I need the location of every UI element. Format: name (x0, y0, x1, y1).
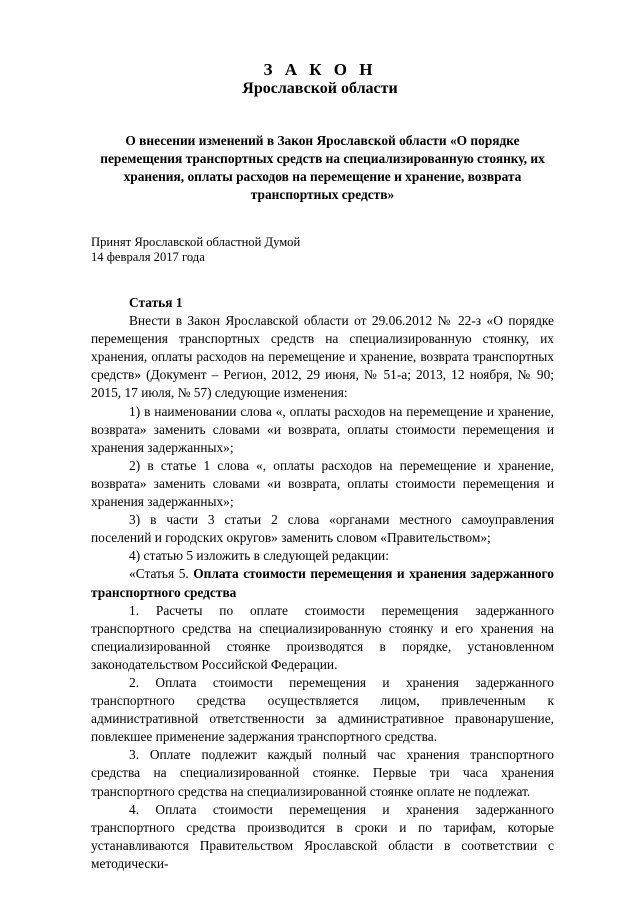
adoption-line-1: Принят Ярославской областной Думой (91, 235, 301, 249)
adoption-line-2: 14 февраля 2017 года (91, 250, 205, 264)
quote-title: Оплата стоимости перемещения и хранения задержанного транспортного средства (91, 566, 555, 600)
quoted-article-heading (91, 565, 554, 601)
paragraph: 1) в наименовании слова «, оплаты расходов на перемещение и хранение, возврата» заменить словами «и возврата, оплаты стоимости перемещения и хранения задержанных»; (91, 403, 554, 455)
paragraph: 2. Оплата стоимости перемещения и хранения задержанного транспортного средства осуществляется лицом, привлеченным к административной ответственности за административное правонарушение, повлекшее применение задержания транспортного средства. (91, 674, 554, 745)
law-subject: О внесении изменений в Закон Ярославской области «О порядке перемещения транспортных средств на специализированную стоянку, их хранения, оплаты расходов на перемещение и хранение, возврата транспортных средств» (100, 133, 545, 202)
law-title: З А К О Н (263, 60, 377, 79)
adoption-note (91, 235, 300, 265)
law-region: Ярославской области (242, 80, 398, 97)
paragraph: 4) статью 5 изложить в следующей редакции: (129, 548, 389, 564)
quote-prefix: «Статья 5. (129, 566, 194, 582)
paragraph: 3) в части 3 статьи 2 слова «органами местного самоуправления поселений и городских округов» заменить словом «Правительством»; (91, 512, 554, 546)
paragraph: 1. Расчеты по оплате стоимости перемещения задержанного транспортного средства на специализированную стоянку и его хранения на специализированной стоянке производятся в порядке, установленном законодательством Российской Федерации. (91, 602, 554, 672)
article-heading: Статья 1 (129, 295, 183, 310)
paragraph: 3. Оплате подлежит каждый полный час хранения транспортного средства на специализированной стоянке. Первые три часа хранения транспортного средства на специализированной стоянке оплате не подлежат. (91, 747, 554, 799)
paragraph: 2) в статье 1 слова «, оплаты расходов на перемещение и хранение, возврата» заменить словами «и возврата, оплаты стоимости перемещения и хранения задержанных»; (91, 457, 554, 510)
paragraph: Внести в Закон Ярославской области от 29.06.2012 № 22-з «О порядке перемещения транспортных средств на специализированную стоянку, их хранения, оплаты расходов на перемещение и хранение, возврата транспортных средств» (Документ – Регион, 2012, 29 июня, № 51-а; 2013, 12 ноября, № 90; 2015, 17 июля, № 57) следующие изменения: (91, 313, 554, 401)
paragraph: 4. Оплата стоимости перемещения и хранения задержанного транспортного средства производится в сроки и по тарифам, которые устанавливаются Правительством Ярославской области в соответствии с методически- (91, 801, 554, 871)
article-body (91, 294, 554, 873)
